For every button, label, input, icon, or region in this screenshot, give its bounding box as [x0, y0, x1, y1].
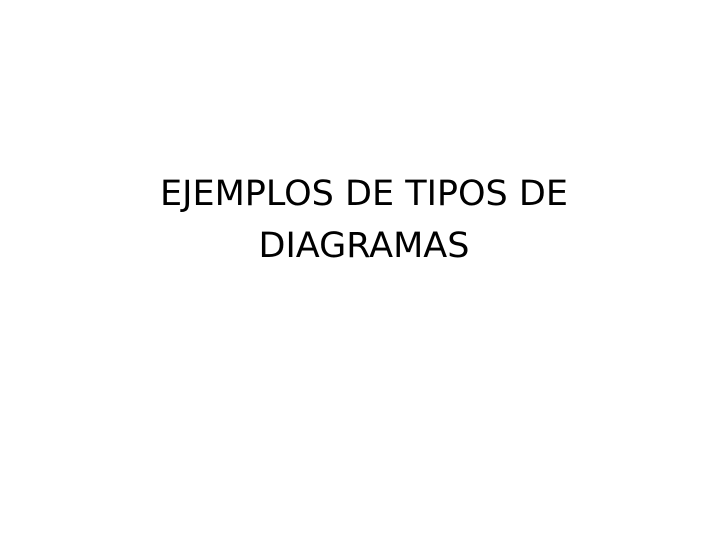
slide-title — [140, 168, 588, 272]
slide-title-line-1: EJEMPLOS DE TIPOS DE — [160, 174, 568, 214]
slide-title-line-2: DIAGRAMAS — [258, 226, 470, 266]
